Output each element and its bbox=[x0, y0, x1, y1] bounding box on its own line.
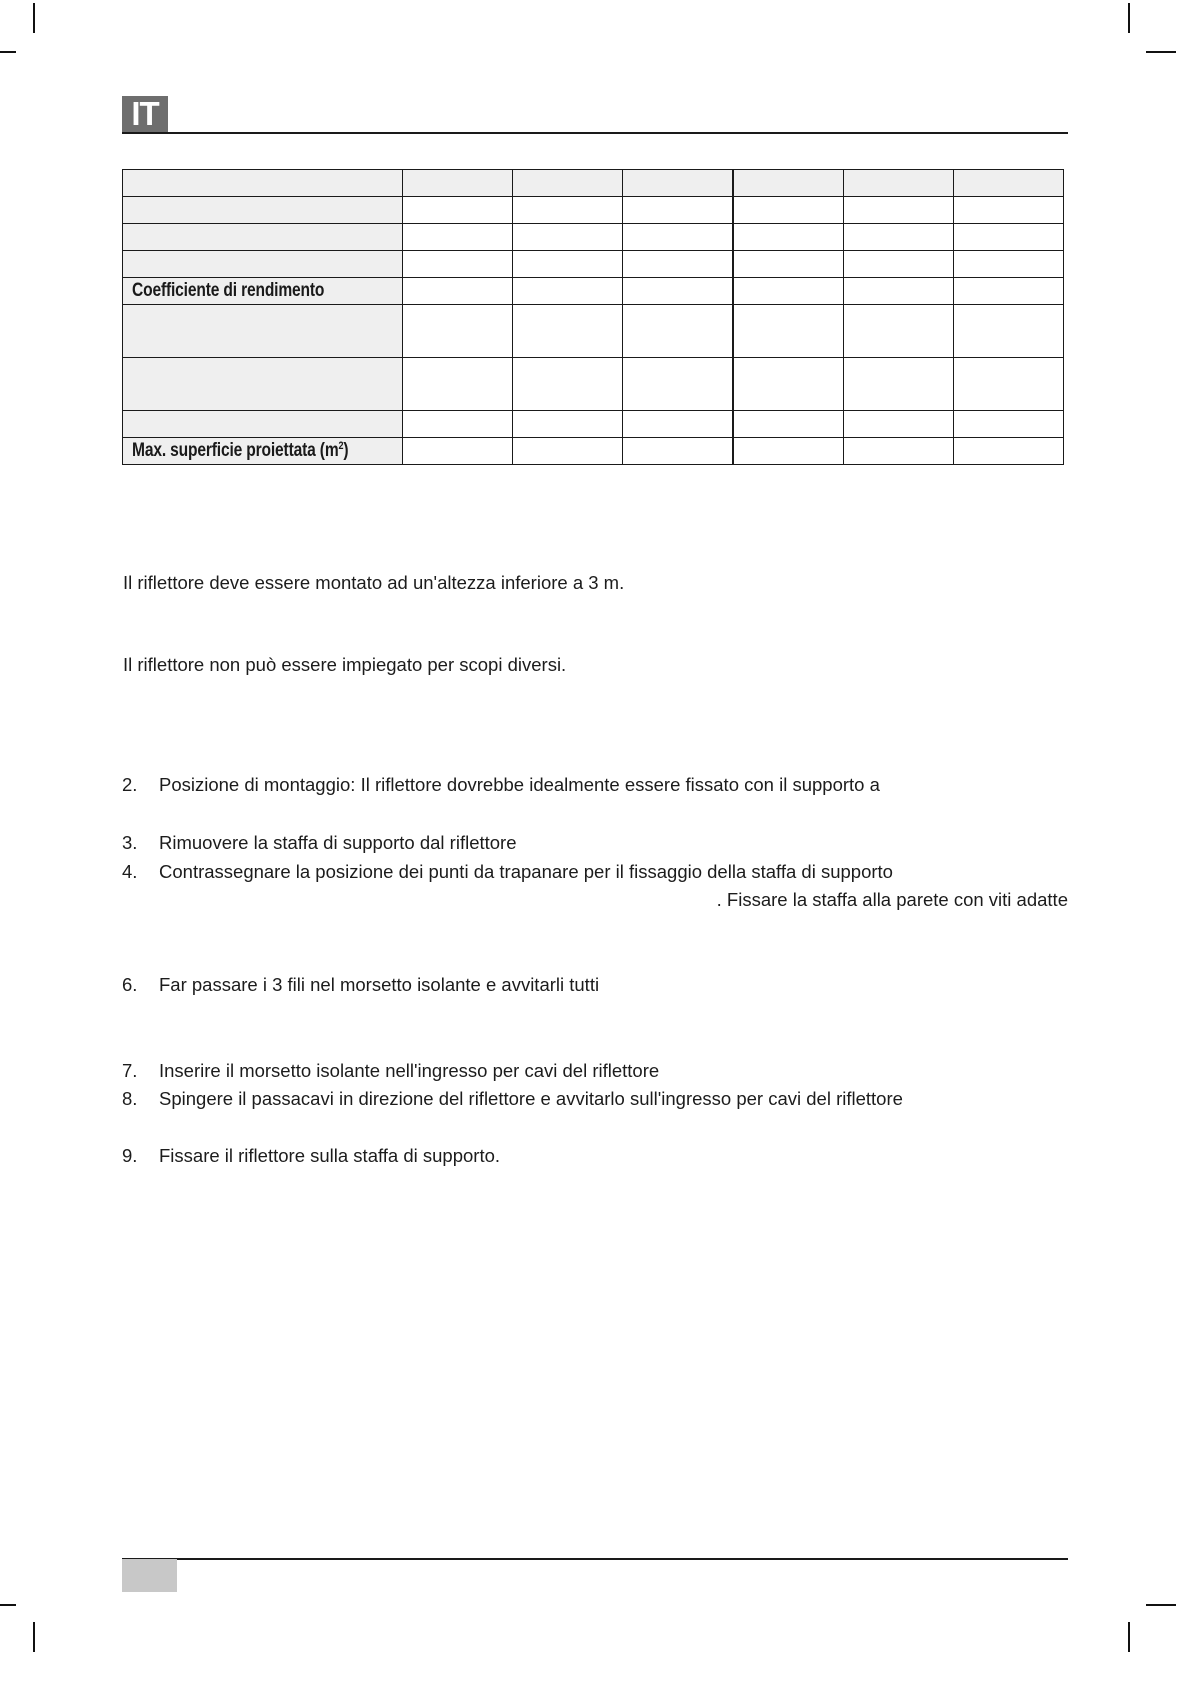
table-cell bbox=[623, 411, 734, 438]
row-label-cell bbox=[123, 358, 403, 411]
table-cell bbox=[513, 358, 623, 411]
table-cell bbox=[733, 438, 844, 465]
table-cell bbox=[513, 224, 623, 251]
table-cell bbox=[733, 411, 844, 438]
mounting-height-paragraph: Il riflettore deve essere montato ad un'altezza inferiore a 3 m. bbox=[123, 572, 625, 593]
table-row bbox=[123, 251, 1064, 278]
row-label-cell bbox=[123, 224, 403, 251]
table-cell bbox=[954, 305, 1064, 358]
table-cell bbox=[844, 411, 954, 438]
table-cell bbox=[403, 251, 513, 278]
table-cell bbox=[954, 170, 1064, 197]
table-cell bbox=[513, 411, 623, 438]
table-cell bbox=[954, 278, 1064, 305]
table-cell bbox=[623, 224, 734, 251]
table-cell bbox=[844, 438, 954, 465]
table-row bbox=[123, 224, 1064, 251]
step-number: 7. bbox=[122, 1060, 138, 1081]
table-cell bbox=[954, 197, 1064, 224]
table-cell bbox=[513, 278, 623, 305]
table-cell bbox=[403, 224, 513, 251]
crop-mark-bottom-left-vertical bbox=[33, 1622, 35, 1652]
row-label-cell bbox=[123, 251, 403, 278]
table-cell bbox=[733, 197, 844, 224]
efficiency-coefficient-label: Coefficiente di rendimento bbox=[132, 280, 325, 301]
step-continuation-text: . Fissare la staffa alla parete con viti adatte bbox=[716, 889, 1068, 910]
table-cell bbox=[844, 305, 954, 358]
table-cell bbox=[954, 224, 1064, 251]
table-cell bbox=[844, 170, 954, 197]
table-cell bbox=[844, 278, 954, 305]
table-cell bbox=[733, 358, 844, 411]
table-cell bbox=[623, 278, 734, 305]
table-cell bbox=[513, 197, 623, 224]
table-cell bbox=[733, 224, 844, 251]
step-number: 8. bbox=[122, 1088, 138, 1109]
step-text: Rimuovere la staffa di supporto dal riflettore bbox=[159, 832, 517, 853]
table-row bbox=[123, 278, 1064, 305]
crop-mark-bottom-right-vertical bbox=[1128, 1622, 1130, 1652]
step-number: 2. bbox=[122, 774, 138, 795]
crop-mark-top-right-horizontal bbox=[1146, 51, 1176, 53]
row-label-cell bbox=[123, 305, 403, 358]
step-text: Inserire il morsetto isolante nell'ingresso per cavi del riflettore bbox=[159, 1060, 660, 1081]
row-label-cell bbox=[123, 411, 403, 438]
table-cell bbox=[513, 438, 623, 465]
table-cell bbox=[513, 251, 623, 278]
table-cell bbox=[733, 170, 844, 197]
crop-mark-bottom-right-horizontal bbox=[1146, 1604, 1176, 1606]
page-number-box bbox=[122, 1559, 177, 1592]
table-cell bbox=[403, 358, 513, 411]
table-cell bbox=[403, 438, 513, 465]
table-cell bbox=[954, 411, 1064, 438]
table-cell bbox=[844, 197, 954, 224]
step-number: 4. bbox=[122, 861, 138, 882]
row-label-cell bbox=[123, 197, 403, 224]
table-row bbox=[123, 305, 1064, 358]
table-cell bbox=[623, 438, 734, 465]
table-cell bbox=[733, 278, 844, 305]
step-text: Fissare il riflettore sulla staffa di supporto. bbox=[159, 1145, 501, 1166]
table-cell bbox=[954, 358, 1064, 411]
table-cell bbox=[623, 197, 734, 224]
step-text: Posizione di montaggio: Il riflettore dovrebbe idealmente essere fissato con il supporto a bbox=[159, 774, 880, 795]
step-text: Contrassegnare la posizione dei punti da trapanare per il fissaggio della staffa di supporto bbox=[159, 861, 893, 882]
table-cell bbox=[403, 197, 513, 224]
row-label-cell bbox=[123, 278, 403, 305]
table-row bbox=[123, 170, 1064, 197]
table-row bbox=[123, 438, 1064, 465]
table-cell bbox=[623, 305, 734, 358]
crop-mark-top-left-vertical bbox=[33, 3, 35, 33]
header-divider bbox=[122, 132, 1068, 134]
crop-mark-top-right-vertical bbox=[1128, 3, 1130, 33]
table-cell bbox=[844, 224, 954, 251]
table-cell bbox=[954, 438, 1064, 465]
table-cell bbox=[623, 251, 734, 278]
step-text: Far passare i 3 fili nel morsetto isolante e avvitarli tutti bbox=[159, 974, 600, 995]
table-cell bbox=[733, 305, 844, 358]
table-cell bbox=[513, 305, 623, 358]
table-cell bbox=[403, 305, 513, 358]
table-cell bbox=[844, 358, 954, 411]
table-cell bbox=[403, 411, 513, 438]
step-number: 9. bbox=[122, 1145, 138, 1166]
step-number: 6. bbox=[122, 974, 138, 995]
table-cell bbox=[844, 251, 954, 278]
crop-mark-bottom-left-horizontal bbox=[0, 1604, 16, 1606]
table-cell bbox=[513, 170, 623, 197]
row-label-cell bbox=[123, 170, 403, 197]
table-row bbox=[123, 197, 1064, 224]
max-projected-area-label: Max. superficie proiettata $(m^2)$ bbox=[132, 440, 349, 461]
table-row bbox=[123, 358, 1064, 411]
table-cell bbox=[623, 170, 734, 197]
table-cell bbox=[403, 278, 513, 305]
step-text: Spingere il passacavi in direzione del riflettore e avvitarlo sull'ingresso per cavi del riflettore bbox=[159, 1088, 903, 1109]
table-cell bbox=[733, 251, 844, 278]
specifications-table bbox=[122, 169, 1064, 465]
table-cell bbox=[623, 358, 734, 411]
table-cell bbox=[403, 170, 513, 197]
table-cell bbox=[954, 251, 1064, 278]
footer-divider bbox=[122, 1558, 1068, 1560]
usage-restriction-paragraph: Il riflettore non può essere impiegato per scopi diversi. bbox=[123, 654, 567, 675]
language-badge: IT bbox=[122, 96, 168, 132]
row-label-cell bbox=[123, 438, 403, 465]
table-row bbox=[123, 411, 1064, 438]
step-number: 3. bbox=[122, 832, 138, 853]
crop-mark-top-left-horizontal bbox=[0, 51, 16, 53]
